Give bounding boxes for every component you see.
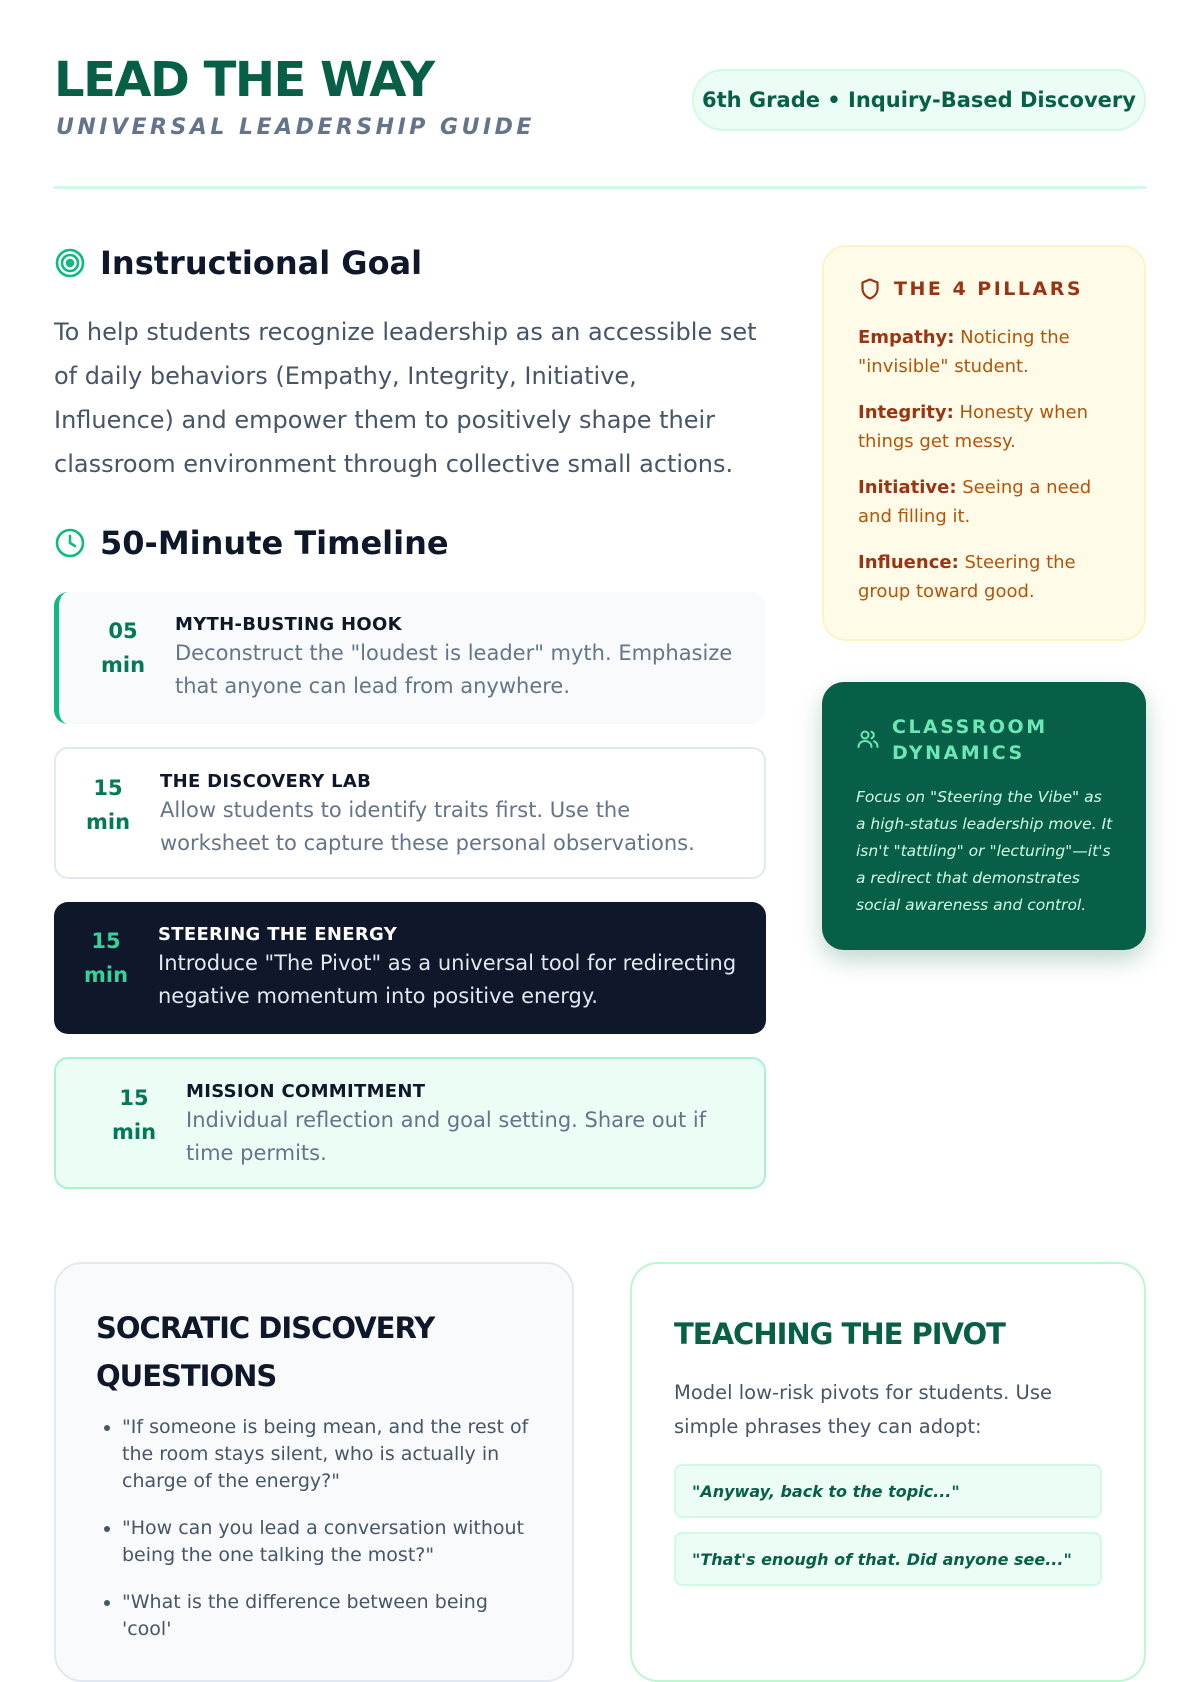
classroom-dynamics-panel bbox=[822, 682, 1146, 950]
pillar-integrity bbox=[858, 398, 1114, 456]
dynamics-text: Focus on "Steering the Vibe" as a high-status leadership move. It isn't "tattling" or "lecturing"—it's a redirect that demonstrates social awareness and control. bbox=[856, 788, 1113, 914]
users-icon bbox=[856, 727, 880, 751]
duration-unit: min bbox=[83, 963, 129, 987]
pillars-panel bbox=[822, 245, 1146, 641]
header-divider bbox=[54, 186, 1146, 189]
duration-amount: 15 bbox=[91, 929, 121, 953]
timeline-item-discovery-lab bbox=[54, 747, 766, 879]
pillars-heading: THE 4 PILLARS bbox=[894, 278, 1084, 300]
pillar-text: Noticing the "invisible" student. bbox=[858, 327, 1070, 377]
duration-unit: min bbox=[100, 653, 146, 677]
pillar-name: Integrity: bbox=[858, 402, 954, 423]
timeline-item-name: MYTH-BUSTING HOOK bbox=[175, 614, 402, 635]
duration-amount: 15 bbox=[119, 1086, 149, 1110]
pillar-text: Honesty when things get messy. bbox=[858, 402, 1088, 452]
timeline-heading: 50-Minute Timeline bbox=[100, 524, 449, 562]
timeline-item-description: Introduce "The Pivot" as a universal tool for redirecting negative momentum into positive energy. bbox=[158, 951, 737, 1008]
duration-unit: min bbox=[111, 1120, 157, 1144]
pillar-name: Empathy: bbox=[858, 327, 955, 348]
dynamics-heading: CLASSROOM DYNAMICS bbox=[892, 716, 1048, 764]
question-item: • "How can you lead a conversation without being the one talking the most?" bbox=[122, 1515, 532, 1569]
timeline-item-myth-busting-hook bbox=[54, 592, 766, 724]
teaching-pivot-card bbox=[630, 1262, 1146, 1682]
pivot-phrase: "Anyway, back to the topic..." bbox=[674, 1464, 1102, 1518]
timeline-section-title bbox=[54, 524, 449, 562]
pivot-phrase: "That's enough of that. Did anyone see..." bbox=[674, 1532, 1102, 1586]
socratic-heading: SOCRATIC DISCOVERY QUESTIONS bbox=[96, 1311, 435, 1393]
page-subtitle: UNIVERSAL LEADERSHIP GUIDE bbox=[56, 115, 535, 140]
timeline-item-name: STEERING THE ENERGY bbox=[158, 924, 398, 945]
target-icon bbox=[54, 247, 86, 279]
duration-amount: 05 bbox=[108, 619, 138, 643]
pillar-influence bbox=[858, 548, 1114, 606]
goal-section-title bbox=[54, 244, 422, 282]
pillars-header bbox=[858, 277, 1114, 301]
timeline-item-name: THE DISCOVERY LAB bbox=[160, 771, 372, 792]
timeline-duration bbox=[71, 614, 175, 682]
duration-unit: min bbox=[85, 810, 131, 834]
pillar-name: Initiative: bbox=[858, 477, 957, 498]
timeline-item-description: Deconstruct the "loudest is leader" myth. Emphasize that anyone can lead from anywhere. bbox=[175, 641, 733, 698]
timeline-item-description: Individual reflection and goal setting. Share out if time permits. bbox=[186, 1108, 707, 1165]
timeline-duration bbox=[56, 771, 160, 839]
duration-amount: 15 bbox=[93, 776, 123, 800]
timeline-item-description: Allow students to identify traits first. Use the worksheet to capture these personal observations. bbox=[160, 798, 695, 855]
pillar-name: Influence: bbox=[858, 552, 959, 573]
goal-text: To help students recognize leadership as an accessible set of daily behaviors (Empathy, Integrity, Initiative, Influence) and empower them to positively shape their classroom environment through collective small actions. bbox=[54, 318, 757, 478]
timeline-item-steering-the-energy bbox=[54, 902, 766, 1034]
pillar-empathy bbox=[858, 323, 1114, 381]
clock-icon bbox=[54, 527, 86, 559]
question-item: • "If someone is being mean, and the rest of the room stays silent, who is actually in charge of the energy?" bbox=[122, 1414, 532, 1495]
shield-icon bbox=[858, 277, 882, 301]
page-title: LEAD THE WAY bbox=[54, 52, 434, 108]
pivot-intro: Model low-risk pivots for students. Use simple phrases they can adopt: bbox=[674, 1381, 1052, 1438]
pillar-text: Steering the group toward good. bbox=[858, 552, 1076, 602]
goal-heading: Instructional Goal bbox=[100, 244, 423, 282]
socratic-questions-card bbox=[54, 1262, 574, 1682]
question-list bbox=[96, 1414, 532, 1643]
pillar-text: Seeing a need and filling it. bbox=[858, 477, 1092, 527]
timeline-item-name: MISSION COMMITMENT bbox=[186, 1081, 426, 1102]
pivot-heading: TEACHING THE PIVOT bbox=[674, 1317, 1005, 1351]
dynamics-header bbox=[856, 714, 1116, 766]
grade-badge: 6th Grade • Inquiry-Based Discovery bbox=[692, 69, 1146, 131]
question-item: • "What is the difference between being 'cool' bbox=[122, 1589, 532, 1643]
timeline-duration bbox=[82, 1081, 186, 1149]
timeline-duration bbox=[54, 924, 158, 992]
pillar-initiative bbox=[858, 473, 1114, 531]
timeline-item-mission-commitment bbox=[54, 1057, 766, 1189]
